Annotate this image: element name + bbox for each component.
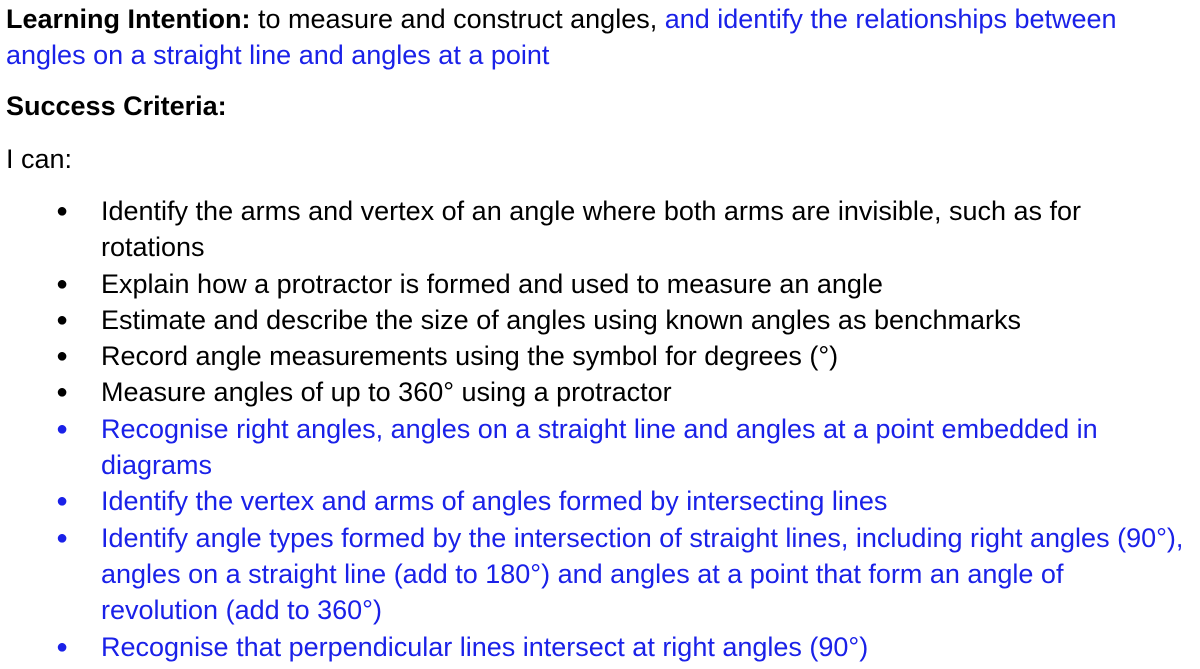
list-item: [0, 520, 1200, 629]
success-criteria-list: [0, 193, 1200, 665]
learning-intention: [6, 1, 1156, 73]
list-item-text: Record angle measurements using the symbol for degrees (°): [101, 341, 839, 372]
list-item-text: Identify the arms and vertex of an angle where both arms are invisible, such as for rotations: [101, 196, 1082, 263]
bullet-icon: ●: [55, 526, 69, 549]
list-item-text: Recognise right angles, angles on a straight line and angles at a point embedded in diagrams: [101, 413, 1098, 481]
list-item-text: Estimate and describe the size of angles using known angles as benchmarks: [101, 304, 1022, 335]
list-item: [0, 193, 1200, 266]
list-item-text: Measure angles of up to 360° using a protractor: [101, 377, 672, 408]
bullet-icon: ●: [55, 272, 69, 295]
bullet-icon: ●: [55, 490, 69, 513]
success-criteria-intro: I can:: [6, 144, 73, 174]
learning-intention-text-highlighted: and identify the relationships between angles on a straight line and angles at a point: [6, 4, 1117, 70]
bullet-icon: ●: [55, 417, 69, 440]
list-item-text: Recognise that perpendicular lines intersect at right angles (90°): [101, 631, 869, 662]
success-criteria-heading: Success Criteria:: [6, 91, 227, 121]
list-item: [0, 338, 1200, 374]
list-item: [0, 302, 1200, 338]
list-item: [0, 374, 1200, 410]
bullet-icon: ●: [55, 308, 69, 331]
list-item: [0, 483, 1200, 519]
learning-intention-label: Learning Intention:: [6, 4, 251, 34]
bullet-icon: ●: [55, 635, 69, 658]
learning-intention-text: to measure and construct angles,: [250, 4, 665, 34]
list-item: [0, 629, 1200, 665]
list-item-text: Identify angle types formed by the intersection of straight lines, including right angles (90°), angles on a straight line (add to 180°) and angles at a point that form an angle of revolution (add to 360°): [101, 522, 1184, 626]
bullet-icon: ●: [55, 381, 69, 404]
list-item: [0, 411, 1200, 484]
list-item: [0, 266, 1200, 302]
bullet-icon: ●: [55, 200, 69, 222]
list-item-text: Explain how a protractor is formed and used to measure an angle: [101, 268, 883, 299]
list-item-text: Identify the vertex and arms of angles formed by intersecting lines: [101, 486, 888, 517]
bullet-icon: ●: [55, 345, 69, 368]
